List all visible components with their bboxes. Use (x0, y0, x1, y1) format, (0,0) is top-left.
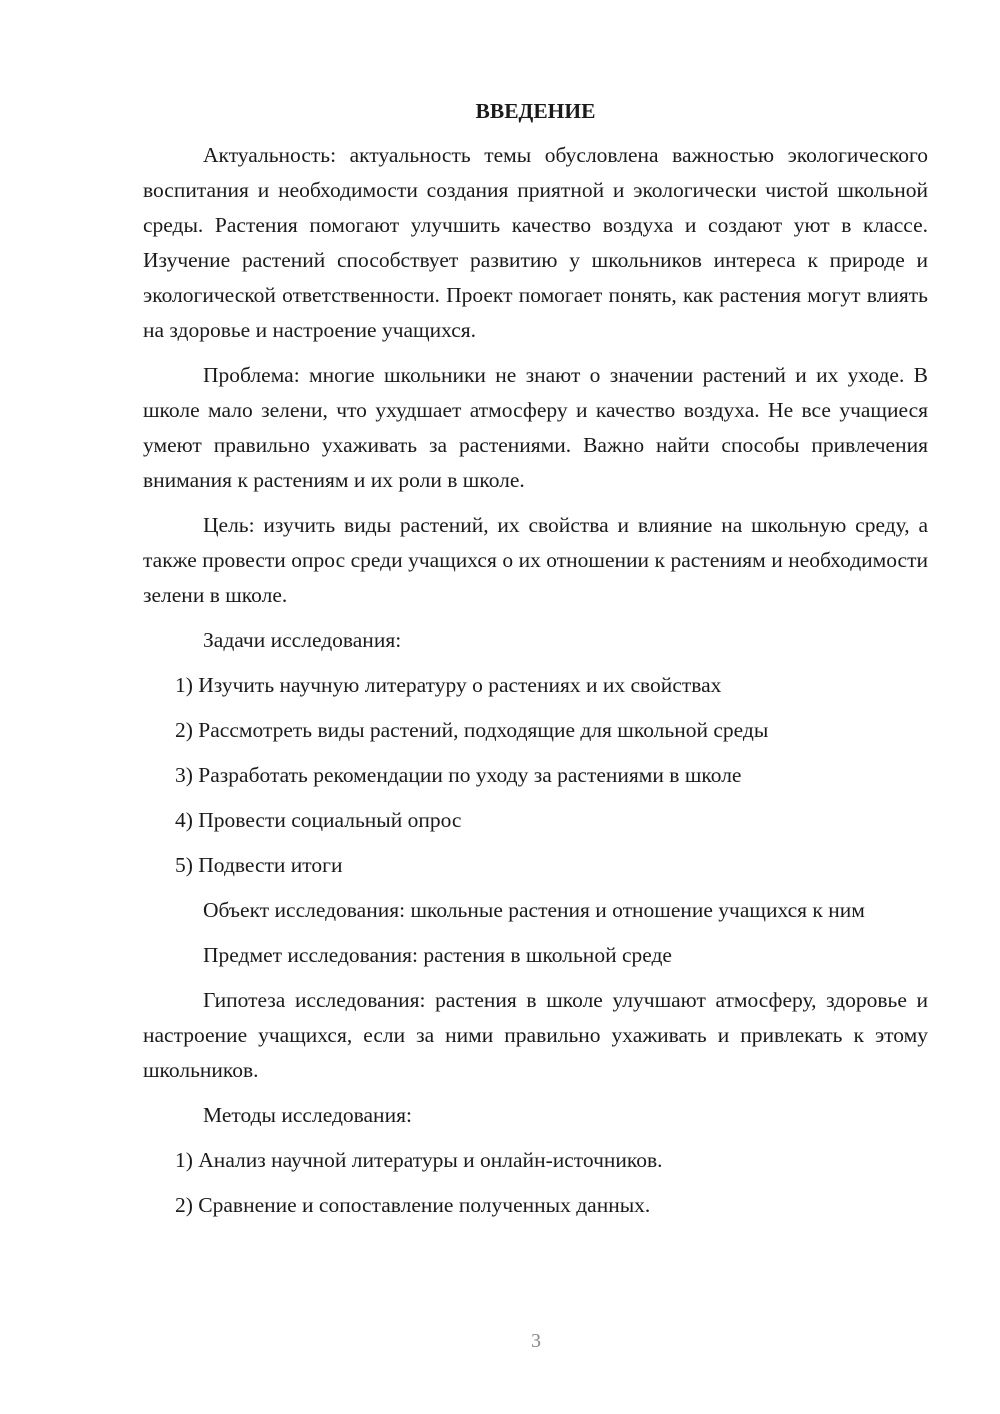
tasks-label: Задачи исследования: (203, 628, 402, 652)
list-item: 2) Рассмотреть виды растений, подходящие для школьной среды (175, 718, 769, 742)
subject-paragraph: Предмет исследования: растения в школьной среде (203, 943, 672, 967)
relevance-paragraph: Актуальность: актуальность темы обусловлена важностью экологического воспитания и необходимости создания приятной и экологически чистой школьной среды. Растения помогают улучшить качество воздуха и создают уют в классе. Изучение растений способствует развитию у школьников интереса к природе и экологической ответственности. Проект помогает понять, как растения могут влиять на здоровье и настроение учащихся. (143, 143, 928, 342)
hypothesis-paragraph: Гипотеза исследования: растения в школе улучшают атмосферу, здоровье и настроение учащихся, если за ними правильно ухаживать и привлекать к этому школьников. (143, 988, 928, 1082)
methods-list (143, 1143, 928, 1223)
list-item: 5) Подвести итоги (175, 853, 343, 877)
list-item: 2) Сравнение и сопоставление полученных данных. (175, 1193, 651, 1217)
list-item: 1) Анализ научной литературы и онлайн-источников. (175, 1148, 663, 1172)
problem-paragraph: Проблема: многие школьники не знают о значении растений и их уходе. В школе мало зелени, что ухудшает атмосферу и качество воздуха. Не все учащиеся умеют правильно ухаживать за растениями. Важно найти способы привлечения внимания к растениям и их роли в школе. (143, 363, 928, 492)
object-paragraph: Объект исследования: школьные растения и отношение учащихся к ним (203, 898, 865, 922)
tasks-list (143, 668, 928, 883)
list-item: 1) Изучить научную литературу о растениях и их свойствах (175, 673, 722, 697)
methods-label: Методы исследования: (203, 1103, 412, 1127)
section-title: ВВЕДЕНИЕ (475, 99, 596, 123)
document-page (143, 96, 928, 1233)
list-item: 3) Разработать рекомендации по уходу за растениями в школе (175, 763, 742, 787)
list-item: 4) Провести социальный опрос (175, 808, 462, 832)
page-number: 3 (531, 1330, 541, 1352)
goal-paragraph: Цель: изучить виды растений, их свойства и влияние на школьную среду, а также провести опрос среди учащихся о их отношении к растениям и необходимости зелени в школе. (143, 513, 928, 607)
